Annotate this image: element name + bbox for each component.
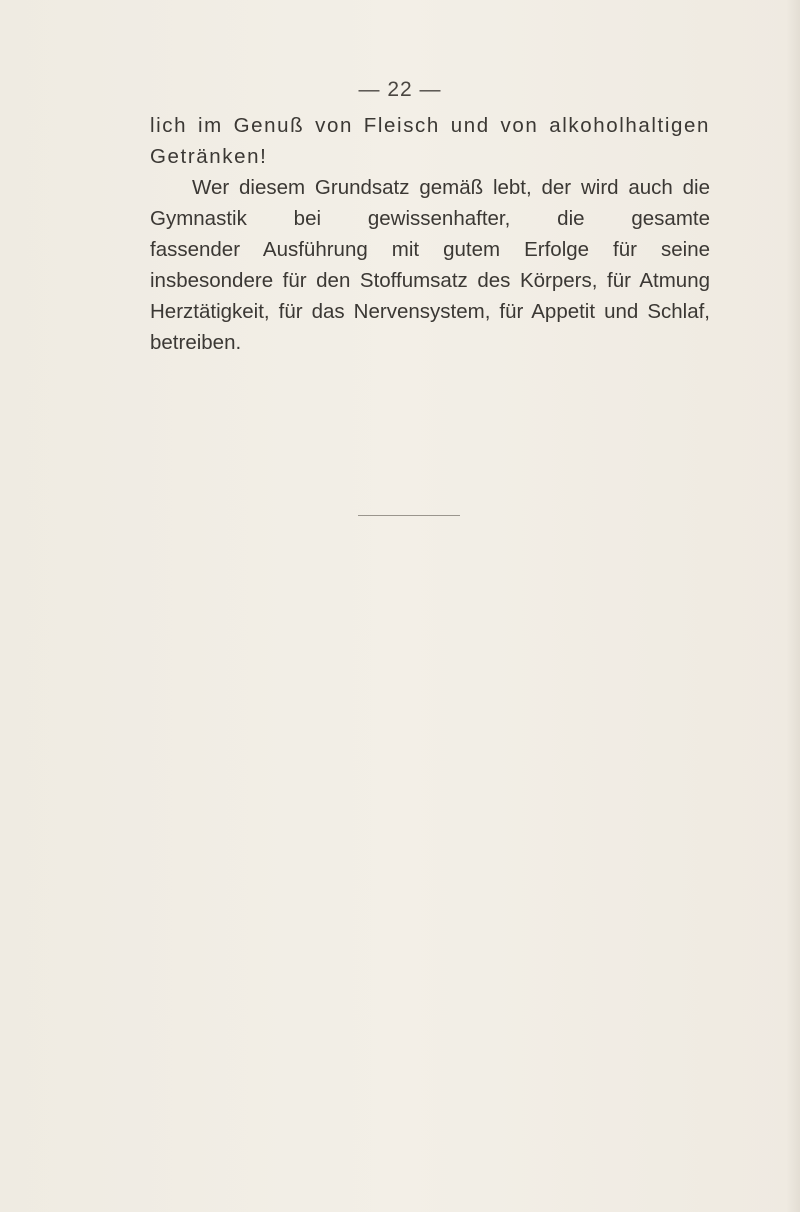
page-number: — 22 — <box>358 78 442 101</box>
text-line: lich im Genuß von Fleisch und von alkoholhaltigen <box>150 114 710 137</box>
section-divider <box>358 515 460 516</box>
page-edge-shadow <box>786 0 800 1212</box>
text-line: fassender Ausführung mit gutem Erfolge für seine <box>150 238 710 261</box>
text-line: Wer diesem Grundsatz gemäß lebt, der wird auch die <box>192 176 710 199</box>
text-line: Gymnastik bei gewissenhafter, die gesamte <box>150 207 710 230</box>
text-line: Getränken! <box>150 145 268 168</box>
text-line: betreiben. <box>150 331 242 354</box>
body-text <box>150 110 710 358</box>
text-line: insbesondere für den Stoffumsatz des Körpers, für Atmung <box>150 269 710 292</box>
text-line: Herztätigkeit, für das Nervensystem, für Appetit und Schlaf, <box>150 300 710 323</box>
